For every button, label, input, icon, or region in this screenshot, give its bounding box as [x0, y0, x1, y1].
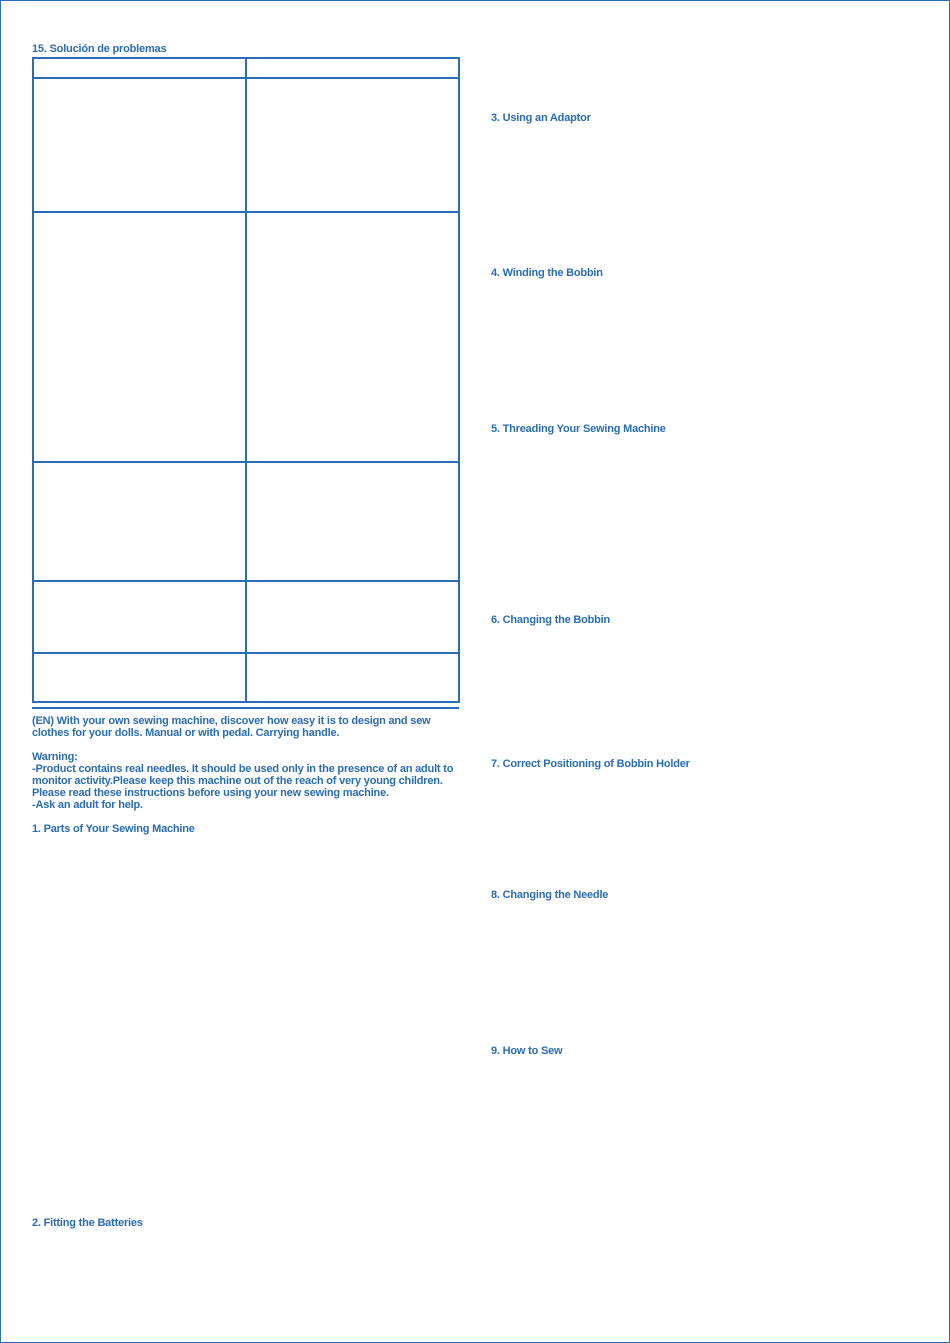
- heading-adaptor: 3. Using an Adaptor: [491, 112, 591, 124]
- table-row-divider: [34, 461, 458, 463]
- heading-winding-bobbin: 4. Winding the Bobbin: [491, 267, 603, 279]
- table-row-divider: [34, 580, 458, 582]
- heading-bobbin-holder: 7. Correct Positioning of Bobbin Holder: [491, 758, 690, 770]
- table-column-divider: [245, 59, 247, 701]
- heading-parts: 1. Parts of Your Sewing Machine: [32, 823, 195, 835]
- warning-line: monitor activity.Please keep this machine out of the reach of very young children.: [32, 775, 443, 787]
- heading-how-to-sew: 9. How to Sew: [491, 1045, 563, 1057]
- intro-line: clothes for your dolls. Manual or with pedal. Carrying handle.: [32, 727, 340, 739]
- table-header-divider: [34, 77, 458, 79]
- warning-line: -Ask an adult for help.: [32, 799, 143, 811]
- heading-threading: 5. Threading Your Sewing Machine: [491, 423, 666, 435]
- warning-heading: Warning:: [32, 751, 78, 763]
- troubleshooting-table: [32, 57, 460, 703]
- warning-line: Please read these instructions before using your new sewing machine.: [32, 787, 389, 799]
- warning-line: -Product contains real needles. It should be used only in the presence of an adult to: [32, 763, 454, 775]
- heading-batteries: 2. Fitting the Batteries: [32, 1217, 143, 1229]
- section-divider: [32, 707, 459, 709]
- heading-changing-needle: 8. Changing the Needle: [491, 889, 609, 901]
- heading-changing-bobbin: 6. Changing the Bobbin: [491, 614, 611, 626]
- table-row-divider: [34, 652, 458, 654]
- section-title-troubleshooting: 15. Solución de problemas: [32, 43, 167, 55]
- table-row-divider: [34, 211, 458, 213]
- intro-line: (EN) With your own sewing machine, discover how easy it is to design and sew: [32, 715, 431, 727]
